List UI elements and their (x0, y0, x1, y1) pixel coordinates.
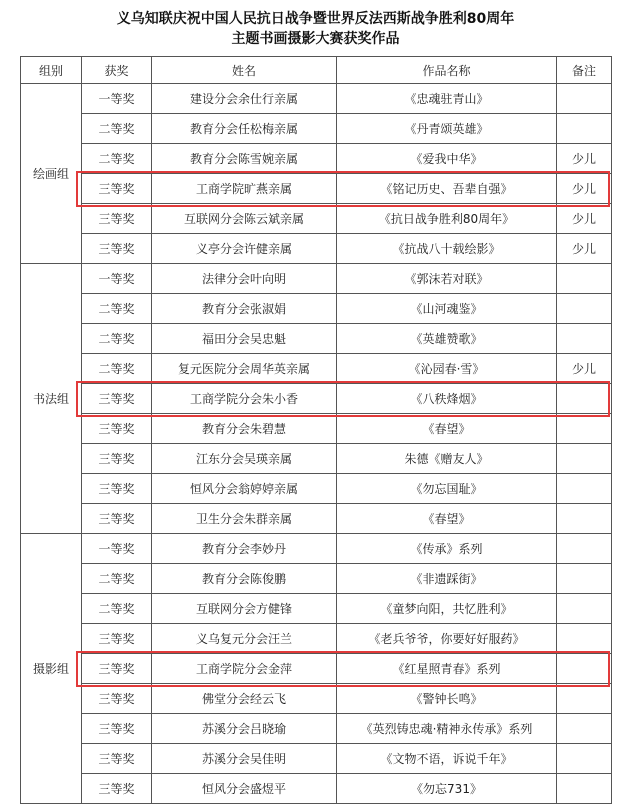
note-cell (557, 294, 612, 324)
header-group: 组别 (21, 57, 82, 84)
name-cell: 建设分会余仕行亲属 (152, 84, 337, 114)
note-cell (557, 414, 612, 444)
name-cell: 恒风分会翁婷婷亲属 (152, 474, 337, 504)
table-row (21, 624, 612, 654)
table-row (21, 714, 612, 744)
note-cell: 少儿 (557, 234, 612, 264)
prize-cell: 三等奖 (82, 174, 152, 204)
prize-cell: 二等奖 (82, 324, 152, 354)
table-body (21, 84, 612, 804)
table-row (21, 354, 612, 384)
work-cell: 《传承》系列 (337, 534, 557, 564)
note-cell: 少儿 (557, 174, 612, 204)
work-cell: 《童梦向阳，共忆胜利》 (337, 594, 557, 624)
prize-cell: 三等奖 (82, 204, 152, 234)
table-header-row (21, 57, 612, 84)
table-row (21, 654, 612, 684)
prize-cell: 一等奖 (82, 84, 152, 114)
note-cell (557, 684, 612, 714)
work-cell: 《英烈铸忠魂·精神永传承》系列 (337, 714, 557, 744)
work-cell: 《郭沫若对联》 (337, 264, 557, 294)
prize-cell: 三等奖 (82, 654, 152, 684)
name-cell: 教育分会张淑娟 (152, 294, 337, 324)
table-row (21, 594, 612, 624)
work-cell: 《铭记历史、吾辈自强》 (337, 174, 557, 204)
work-cell: 《抗日战争胜利80周年》 (337, 204, 557, 234)
name-cell: 苏溪分会吕晓瑜 (152, 714, 337, 744)
prize-cell: 二等奖 (82, 594, 152, 624)
work-cell: 《山河魂鉴》 (337, 294, 557, 324)
table-row (21, 144, 612, 174)
name-cell: 义乌复元分会汪兰 (152, 624, 337, 654)
work-cell: 《红星照青春》系列 (337, 654, 557, 684)
group-cell: 摄影组 (21, 534, 82, 804)
name-cell: 江东分会吴瑛亲属 (152, 444, 337, 474)
note-cell (557, 444, 612, 474)
note-cell (557, 114, 612, 144)
work-cell: 《春望》 (337, 504, 557, 534)
name-cell: 教育分会朱碧慧 (152, 414, 337, 444)
note-cell (557, 474, 612, 504)
note-cell (557, 594, 612, 624)
table-row (21, 474, 612, 504)
table-row (21, 744, 612, 774)
note-cell (557, 84, 612, 114)
name-cell: 教育分会陈雪婉亲属 (152, 144, 337, 174)
table-row (21, 294, 612, 324)
header-work: 作品名称 (337, 57, 557, 84)
prize-cell: 三等奖 (82, 684, 152, 714)
prize-cell: 三等奖 (82, 714, 152, 744)
note-cell (557, 504, 612, 534)
work-cell: 《沁园春·雪》 (337, 354, 557, 384)
name-cell: 复元医院分会周华英亲属 (152, 354, 337, 384)
prize-cell: 一等奖 (82, 264, 152, 294)
prize-cell: 三等奖 (82, 774, 152, 804)
awards-table (20, 56, 612, 804)
table-row (21, 114, 612, 144)
note-cell (557, 534, 612, 564)
header-prize: 获奖 (82, 57, 152, 84)
prize-cell: 三等奖 (82, 414, 152, 444)
prize-cell: 三等奖 (82, 444, 152, 474)
prize-cell: 二等奖 (82, 564, 152, 594)
prize-cell: 三等奖 (82, 504, 152, 534)
prize-cell: 三等奖 (82, 234, 152, 264)
prize-cell: 一等奖 (82, 534, 152, 564)
table-row (21, 324, 612, 354)
prize-cell: 三等奖 (82, 384, 152, 414)
note-cell (557, 264, 612, 294)
name-cell: 教育分会陈俊鹏 (152, 564, 337, 594)
note-cell (557, 714, 612, 744)
table-row (21, 534, 612, 564)
work-cell: 《文物不语，诉说千年》 (337, 744, 557, 774)
prize-cell: 二等奖 (82, 354, 152, 384)
name-cell: 福田分会吴忠魁 (152, 324, 337, 354)
work-cell: 朱德《赠友人》 (337, 444, 557, 474)
group-cell: 绘画组 (21, 84, 82, 264)
work-cell: 《抗战八十载绘影》 (337, 234, 557, 264)
note-cell: 少儿 (557, 144, 612, 174)
work-cell: 《忠魂驻青山》 (337, 84, 557, 114)
name-cell: 工商学院分会朱小香 (152, 384, 337, 414)
note-cell (557, 384, 612, 414)
prize-cell: 二等奖 (82, 144, 152, 174)
note-cell (557, 744, 612, 774)
table-row (21, 774, 612, 804)
name-cell: 工商学院旷燕亲属 (152, 174, 337, 204)
name-cell: 互联网分会方健锋 (152, 594, 337, 624)
name-cell: 法律分会叶向明 (152, 264, 337, 294)
name-cell: 义亭分会许健亲属 (152, 234, 337, 264)
note-cell: 少儿 (557, 354, 612, 384)
name-cell: 卫生分会朱群亲属 (152, 504, 337, 534)
prize-cell: 三等奖 (82, 624, 152, 654)
work-cell: 《勿忘731》 (337, 774, 557, 804)
work-cell: 《勿忘国耻》 (337, 474, 557, 504)
note-cell (557, 774, 612, 804)
group-cell: 书法组 (21, 264, 82, 534)
header-note: 备注 (557, 57, 612, 84)
note-cell (557, 654, 612, 684)
note-cell (557, 324, 612, 354)
prize-cell: 三等奖 (82, 744, 152, 774)
work-cell: 《春望》 (337, 414, 557, 444)
table-row (21, 234, 612, 264)
table-row (21, 504, 612, 534)
table-row (21, 384, 612, 414)
table-row (21, 444, 612, 474)
work-cell: 《八秩烽烟》 (337, 384, 557, 414)
header-name: 姓名 (152, 57, 337, 84)
name-cell: 互联网分会陈云斌亲属 (152, 204, 337, 234)
prize-cell: 三等奖 (82, 474, 152, 504)
table-row (21, 204, 612, 234)
work-cell: 《丹青颂英雄》 (337, 114, 557, 144)
note-cell: 少儿 (557, 204, 612, 234)
table-row (21, 174, 612, 204)
name-cell: 佛堂分会经云飞 (152, 684, 337, 714)
work-cell: 《警钟长鸣》 (337, 684, 557, 714)
name-cell: 苏溪分会吴佳明 (152, 744, 337, 774)
work-cell: 《爱我中华》 (337, 144, 557, 174)
name-cell: 教育分会任松梅亲属 (152, 114, 337, 144)
prize-cell: 二等奖 (82, 114, 152, 144)
table-row (21, 264, 612, 294)
work-cell: 《英雄赞歌》 (337, 324, 557, 354)
table-row (21, 414, 612, 444)
note-cell (557, 564, 612, 594)
work-cell: 《老兵爷爷，你要好好服药》 (337, 624, 557, 654)
name-cell: 恒风分会盛煜平 (152, 774, 337, 804)
name-cell: 教育分会李妙丹 (152, 534, 337, 564)
table-row (21, 684, 612, 714)
name-cell: 工商学院分会金萍 (152, 654, 337, 684)
note-cell (557, 624, 612, 654)
table-row (21, 84, 612, 114)
page-title: 义乌知联庆祝中国人民抗日战争暨世界反法西斯战争胜利80周年 (116, 11, 515, 27)
page-subtitle: 主题书画摄影大赛获奖作品 (231, 31, 400, 47)
work-cell: 《非遗踩街》 (337, 564, 557, 594)
table-row (21, 564, 612, 594)
prize-cell: 二等奖 (82, 294, 152, 324)
